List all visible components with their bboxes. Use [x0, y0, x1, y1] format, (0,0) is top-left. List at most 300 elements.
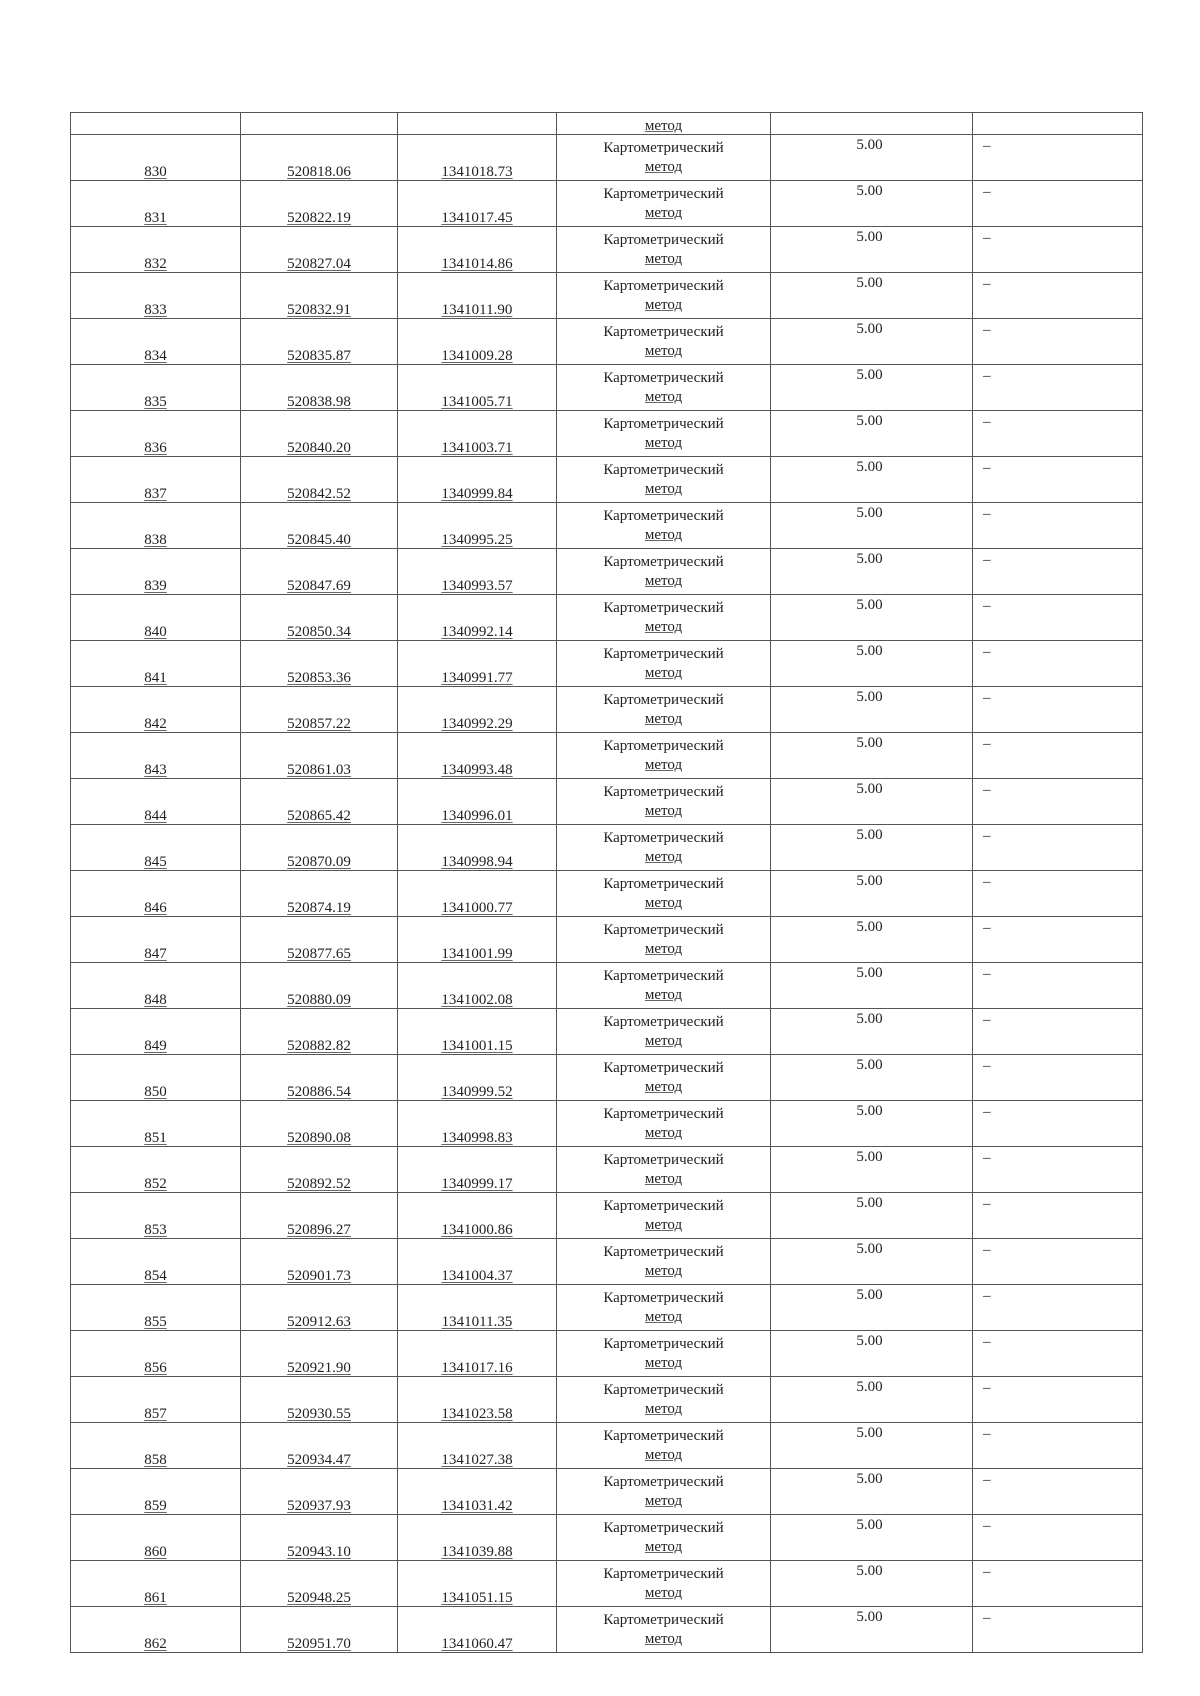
x-coordinate-cell	[241, 1147, 398, 1193]
point-number: 854	[144, 1268, 167, 1284]
method-line2: метод	[644, 756, 683, 773]
y-coordinate-cell	[398, 1193, 557, 1239]
x-coordinate-cell	[241, 227, 398, 273]
point-number: 861	[144, 1590, 167, 1606]
method-cell	[557, 113, 771, 135]
x-coordinate-cell	[241, 135, 398, 181]
accuracy-value: 5.00	[856, 551, 883, 567]
note-cell	[973, 1147, 1143, 1193]
method-line2: метод	[644, 986, 683, 1003]
method-cell	[557, 273, 771, 319]
method-line1: Картометрический	[603, 1427, 724, 1444]
accuracy-cell	[771, 181, 973, 227]
note-cell	[973, 549, 1143, 595]
note-cell	[973, 825, 1143, 871]
y-coordinate-cell	[398, 1377, 557, 1423]
note-cell	[973, 181, 1143, 227]
point-number-cell	[71, 917, 241, 963]
note-value: –	[983, 1472, 991, 1488]
method-cell	[557, 181, 771, 227]
y-coordinate: 1341018.73	[441, 164, 513, 180]
y-coordinate: 1341009.28	[441, 348, 513, 364]
point-number: 841	[144, 670, 167, 686]
accuracy-value: 5.00	[856, 183, 883, 199]
point-number-cell	[71, 963, 241, 1009]
y-coordinate: 1340992.14	[441, 624, 513, 640]
accuracy-cell	[771, 779, 973, 825]
method-line1: Картометрический	[603, 323, 724, 340]
table-row	[71, 503, 1143, 549]
accuracy-value: 5.00	[856, 781, 883, 797]
y-coordinate-cell	[398, 1423, 557, 1469]
table-row	[71, 1285, 1143, 1331]
x-coordinate: 520847.69	[287, 578, 351, 594]
accuracy-value: 5.00	[856, 873, 883, 889]
point-number: 833	[144, 302, 167, 318]
method-cell	[557, 411, 771, 457]
point-number-cell	[71, 1469, 241, 1515]
point-number: 837	[144, 486, 167, 502]
accuracy-value: 5.00	[856, 1057, 883, 1073]
accuracy-value: 5.00	[856, 1103, 883, 1119]
y-coordinate: 1341000.77	[441, 900, 513, 916]
y-coordinate: 1341000.86	[441, 1222, 513, 1238]
note-value: –	[983, 414, 991, 430]
y-coordinate: 1341011.90	[441, 302, 513, 318]
x-coordinate: 520857.22	[287, 716, 351, 732]
x-coordinate-cell	[241, 1239, 398, 1285]
note-cell	[973, 273, 1143, 319]
method-line2: метод	[644, 802, 683, 819]
x-coordinate: 520882.82	[287, 1038, 351, 1054]
point-number-cell	[71, 549, 241, 595]
point-number-cell	[71, 1055, 241, 1101]
x-coordinate-cell	[241, 1515, 398, 1561]
note-value: –	[983, 368, 991, 384]
point-number-cell	[71, 457, 241, 503]
note-value: –	[983, 690, 991, 706]
point-number: 851	[144, 1130, 167, 1146]
accuracy-value: 5.00	[856, 459, 883, 475]
point-number-cell	[71, 365, 241, 411]
point-number-cell	[71, 871, 241, 917]
point-number: 839	[144, 578, 167, 594]
method-line2: метод	[644, 480, 683, 497]
note-cell	[973, 871, 1143, 917]
point-number: 843	[144, 762, 167, 778]
point-number: 835	[144, 394, 167, 410]
accuracy-cell	[771, 917, 973, 963]
method-cell	[557, 1147, 771, 1193]
note-cell	[973, 1009, 1143, 1055]
table-row	[71, 135, 1143, 181]
method-line1: Картометрический	[603, 599, 724, 616]
note-value: –	[983, 1104, 991, 1120]
accuracy-cell	[771, 641, 973, 687]
x-coordinate: 520835.87	[287, 348, 351, 364]
point-number: 845	[144, 854, 167, 870]
note-value: –	[983, 1426, 991, 1442]
x-coordinate: 520874.19	[287, 900, 351, 916]
table-row	[71, 1239, 1143, 1285]
method-cell	[557, 1423, 771, 1469]
method-cell	[557, 1561, 771, 1607]
note-cell	[973, 319, 1143, 365]
x-coordinate-cell	[241, 457, 398, 503]
method-line2: метод	[644, 664, 683, 681]
accuracy-value: 5.00	[856, 321, 883, 337]
accuracy-value: 5.00	[856, 597, 883, 613]
note-value: –	[983, 1380, 991, 1396]
accuracy-value: 5.00	[856, 1333, 883, 1349]
note-cell	[973, 917, 1143, 963]
method-line1: Картометрический	[603, 691, 724, 708]
accuracy-value: 5.00	[856, 1241, 883, 1257]
accuracy-value: 5.00	[856, 275, 883, 291]
accuracy-value: 5.00	[856, 919, 883, 935]
y-coordinate-cell	[398, 641, 557, 687]
x-coordinate: 520934.47	[287, 1452, 351, 1468]
method-line1: Картометрический	[603, 507, 724, 524]
point-number: 838	[144, 532, 167, 548]
note-value: –	[983, 138, 991, 154]
point-number-cell	[71, 1285, 241, 1331]
y-coordinate: 1340996.01	[441, 808, 513, 824]
y-coordinate-cell	[398, 365, 557, 411]
note-value: –	[983, 598, 991, 614]
method-cell	[557, 365, 771, 411]
method-line2: метод	[644, 940, 683, 957]
note-cell	[973, 641, 1143, 687]
method-text: метод	[644, 118, 683, 134]
point-number-cell	[71, 1101, 241, 1147]
accuracy-value: 5.00	[856, 1011, 883, 1027]
accuracy-value: 5.00	[856, 1195, 883, 1211]
method-line2: метод	[644, 1078, 683, 1095]
note-cell	[973, 1515, 1143, 1561]
x-coordinate: 520822.19	[287, 210, 351, 226]
accuracy-value: 5.00	[856, 229, 883, 245]
note-value: –	[983, 322, 991, 338]
note-cell	[973, 1193, 1143, 1239]
accuracy-value: 5.00	[856, 413, 883, 429]
note-cell	[973, 457, 1143, 503]
x-coordinate: 520901.73	[287, 1268, 351, 1284]
accuracy-value: 5.00	[856, 827, 883, 843]
table-row	[71, 1561, 1143, 1607]
note-value: –	[983, 1058, 991, 1074]
method-cell	[557, 595, 771, 641]
point-number: 848	[144, 992, 167, 1008]
method-line1: Картометрический	[603, 645, 724, 662]
x-coordinate: 520850.34	[287, 624, 351, 640]
x-coordinate-cell	[241, 1193, 398, 1239]
note-value: –	[983, 782, 991, 798]
point-number-cell	[71, 779, 241, 825]
method-line1: Картометрический	[603, 1335, 724, 1352]
method-line2: метод	[644, 342, 683, 359]
point-number: 830	[144, 164, 167, 180]
point-number: 862	[144, 1636, 167, 1652]
note-cell	[973, 503, 1143, 549]
method-cell	[557, 503, 771, 549]
accuracy-cell	[771, 733, 973, 779]
accuracy-cell	[771, 1239, 973, 1285]
y-coordinate: 1341023.58	[441, 1406, 513, 1422]
note-cell	[973, 135, 1143, 181]
note-value: –	[983, 1518, 991, 1534]
note-value: –	[983, 230, 991, 246]
accuracy-value: 5.00	[856, 367, 883, 383]
note-cell	[973, 1101, 1143, 1147]
y-coordinate: 1341060.47	[441, 1636, 513, 1652]
method-cell	[557, 227, 771, 273]
x-coordinate-cell	[241, 1055, 398, 1101]
y-coordinate-cell	[398, 181, 557, 227]
x-coordinate: 520943.10	[287, 1544, 351, 1560]
point-number-cell	[71, 641, 241, 687]
note-value: –	[983, 644, 991, 660]
accuracy-value: 5.00	[856, 1609, 883, 1625]
method-line2: метод	[644, 434, 683, 451]
point-number-cell	[71, 595, 241, 641]
x-coordinate: 520838.98	[287, 394, 351, 410]
method-line2: метод	[644, 848, 683, 865]
note-value: –	[983, 1288, 991, 1304]
method-cell	[557, 549, 771, 595]
table-row	[71, 227, 1143, 273]
table-row	[71, 1331, 1143, 1377]
y-coordinate-cell	[398, 1561, 557, 1607]
x-coordinate-cell	[241, 1561, 398, 1607]
accuracy-cell	[771, 135, 973, 181]
accuracy-value: 5.00	[856, 1563, 883, 1579]
note-value: –	[983, 1610, 991, 1626]
y-coordinate-cell	[398, 687, 557, 733]
method-line1: Картометрический	[603, 1059, 724, 1076]
accuracy-cell	[771, 503, 973, 549]
accuracy-value: 5.00	[856, 505, 883, 521]
coordinates-table-body	[71, 113, 1143, 1653]
accuracy-cell	[771, 1423, 973, 1469]
note-cell	[973, 1423, 1143, 1469]
y-coordinate: 1341011.35	[441, 1314, 513, 1330]
accuracy-value: 5.00	[856, 1517, 883, 1533]
method-cell	[557, 1101, 771, 1147]
y-coordinate: 1340993.57	[441, 578, 513, 594]
note-cell	[973, 963, 1143, 1009]
method-cell	[557, 779, 771, 825]
table-row	[71, 595, 1143, 641]
x-coordinate-cell	[241, 1101, 398, 1147]
x-coordinate-cell	[241, 1423, 398, 1469]
method-line2: метод	[644, 1400, 683, 1417]
accuracy-cell	[771, 227, 973, 273]
note-cell	[973, 1285, 1143, 1331]
point-number-cell	[71, 411, 241, 457]
method-cell	[557, 1469, 771, 1515]
y-coordinate-cell	[398, 1239, 557, 1285]
y-coordinate-cell	[398, 1331, 557, 1377]
y-coordinate: 1341017.45	[441, 210, 513, 226]
x-coordinate: 520921.90	[287, 1360, 351, 1376]
note-cell	[973, 227, 1143, 273]
x-coordinate-cell	[241, 319, 398, 365]
y-coordinate-cell	[398, 1469, 557, 1515]
point-number-cell	[71, 733, 241, 779]
x-coordinate: 520886.54	[287, 1084, 351, 1100]
y-coordinate-cell	[398, 1101, 557, 1147]
accuracy-cell	[771, 1009, 973, 1055]
y-coordinate-cell	[398, 273, 557, 319]
y-coordinate: 1341001.15	[441, 1038, 513, 1054]
method-cell	[557, 963, 771, 1009]
method-line1: Картометрический	[603, 185, 724, 202]
method-cell	[557, 1285, 771, 1331]
table-row	[71, 549, 1143, 595]
accuracy-cell	[771, 1561, 973, 1607]
accuracy-cell	[771, 1285, 973, 1331]
y-coordinate: 1341017.16	[441, 1360, 513, 1376]
y-coordinate: 1341005.71	[441, 394, 513, 410]
method-cell	[557, 1607, 771, 1653]
accuracy-value: 5.00	[856, 689, 883, 705]
method-line1: Картометрический	[603, 1243, 724, 1260]
x-coordinate-cell	[241, 825, 398, 871]
accuracy-cell	[771, 1377, 973, 1423]
accuracy-cell	[771, 825, 973, 871]
note-cell	[973, 1331, 1143, 1377]
accuracy-value: 5.00	[856, 1379, 883, 1395]
point-number: 840	[144, 624, 167, 640]
x-coordinate: 520948.25	[287, 1590, 351, 1606]
table-row	[71, 1377, 1143, 1423]
y-coordinate-cell	[398, 1009, 557, 1055]
method-line2: метод	[644, 1032, 683, 1049]
point-number-cell	[71, 825, 241, 871]
y-coordinate: 1340998.83	[441, 1130, 513, 1146]
continuation-row	[71, 113, 1143, 135]
method-line1: Картометрический	[603, 1013, 724, 1030]
table-row	[71, 917, 1143, 963]
table-row	[71, 963, 1143, 1009]
method-cell	[557, 319, 771, 365]
point-number: 855	[144, 1314, 167, 1330]
y-coordinate-cell	[398, 1147, 557, 1193]
point-number-cell	[71, 181, 241, 227]
table-cell	[771, 113, 973, 135]
point-number: 856	[144, 1360, 167, 1376]
table-row	[71, 1423, 1143, 1469]
note-cell	[973, 365, 1143, 411]
y-coordinate-cell	[398, 1515, 557, 1561]
x-coordinate: 520892.52	[287, 1176, 351, 1192]
y-coordinate-cell	[398, 135, 557, 181]
table-row	[71, 1101, 1143, 1147]
point-number: 858	[144, 1452, 167, 1468]
y-coordinate: 1340992.29	[441, 716, 513, 732]
accuracy-cell	[771, 1607, 973, 1653]
note-cell	[973, 1607, 1143, 1653]
method-line1: Картометрический	[603, 967, 724, 984]
point-number-cell	[71, 1331, 241, 1377]
note-value: –	[983, 828, 991, 844]
y-coordinate-cell	[398, 227, 557, 273]
method-line1: Картометрический	[603, 737, 724, 754]
accuracy-value: 5.00	[856, 1149, 883, 1165]
method-line1: Картометрический	[603, 553, 724, 570]
accuracy-cell	[771, 1193, 973, 1239]
accuracy-cell	[771, 549, 973, 595]
method-line2: метод	[644, 1354, 683, 1371]
method-line2: метод	[644, 1262, 683, 1279]
accuracy-cell	[771, 273, 973, 319]
table-row	[71, 871, 1143, 917]
y-coordinate: 1341039.88	[441, 1544, 513, 1560]
method-line1: Картометрический	[603, 783, 724, 800]
method-cell	[557, 733, 771, 779]
y-coordinate-cell	[398, 1055, 557, 1101]
y-coordinate: 1341001.99	[441, 946, 513, 962]
y-coordinate: 1340991.77	[441, 670, 513, 686]
note-value: –	[983, 1196, 991, 1212]
method-line1: Картометрический	[603, 139, 724, 156]
table-cell	[398, 113, 557, 135]
note-value: –	[983, 1334, 991, 1350]
point-number: 844	[144, 808, 167, 824]
y-coordinate-cell	[398, 963, 557, 1009]
method-line1: Картометрический	[603, 875, 724, 892]
method-line2: метод	[644, 158, 683, 175]
accuracy-cell	[771, 319, 973, 365]
x-coordinate: 520890.08	[287, 1130, 351, 1146]
y-coordinate: 1340999.17	[441, 1176, 513, 1192]
x-coordinate: 520842.52	[287, 486, 351, 502]
point-number-cell	[71, 1377, 241, 1423]
x-coordinate-cell	[241, 641, 398, 687]
method-line1: Картометрический	[603, 461, 724, 478]
table-row	[71, 733, 1143, 779]
method-line2: метод	[644, 1446, 683, 1463]
method-line2: метод	[644, 1538, 683, 1555]
method-line2: метод	[644, 204, 683, 221]
note-cell	[973, 411, 1143, 457]
y-coordinate: 1341014.86	[441, 256, 513, 272]
y-coordinate-cell	[398, 1285, 557, 1331]
x-coordinate: 520880.09	[287, 992, 351, 1008]
y-coordinate: 1341004.37	[441, 1268, 513, 1284]
y-coordinate: 1340999.84	[441, 486, 513, 502]
point-number-cell	[71, 135, 241, 181]
method-line2: метод	[644, 526, 683, 543]
accuracy-value: 5.00	[856, 965, 883, 981]
y-coordinate: 1340998.94	[441, 854, 513, 870]
x-coordinate-cell	[241, 273, 398, 319]
point-number: 849	[144, 1038, 167, 1054]
note-value: –	[983, 552, 991, 568]
accuracy-cell	[771, 365, 973, 411]
note-value: –	[983, 1012, 991, 1028]
note-cell	[973, 687, 1143, 733]
accuracy-value: 5.00	[856, 735, 883, 751]
method-line1: Картометрический	[603, 829, 724, 846]
method-line2: метод	[644, 572, 683, 589]
x-coordinate: 520951.70	[287, 1636, 351, 1652]
y-coordinate: 1341051.15	[441, 1590, 513, 1606]
note-value: –	[983, 920, 991, 936]
x-coordinate-cell	[241, 1469, 398, 1515]
x-coordinate: 520865.42	[287, 808, 351, 824]
